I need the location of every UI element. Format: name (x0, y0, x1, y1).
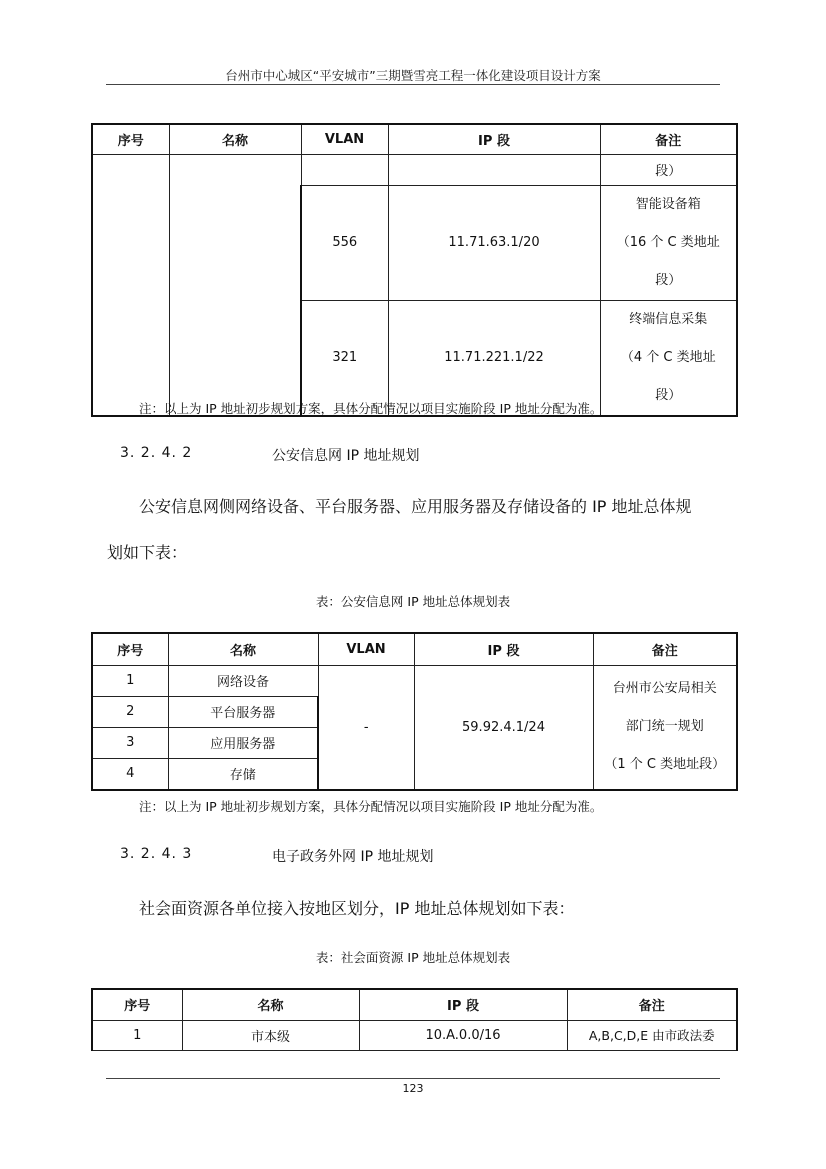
col-header-note: 备注 (593, 633, 737, 665)
table-cell-name: 网络设备 (168, 665, 318, 696)
table-cell-vlan: 556 (301, 185, 388, 300)
table-cell-no: 1 (92, 665, 168, 696)
police-network-ip-table (91, 632, 738, 791)
page-header-title: 台州市中心城区“平安城市”三期暨雪亮工程一体化建设项目设计方案 (225, 68, 601, 83)
col-header-ip: IP 段 (414, 633, 593, 665)
table-cell-no: 2 (92, 696, 168, 727)
table-cell-note: 段） (600, 154, 737, 185)
table-row (92, 1020, 737, 1050)
section-title: 公安信息网 IP 地址规划 (272, 448, 420, 464)
col-header-name: 名称 (182, 989, 359, 1020)
table-cell-name: 市本级 (182, 1020, 359, 1050)
paragraph-line: 公安信息网侧网络设备、平台服务器、应用服务器及存储设备的 IP 地址总体规 (139, 497, 692, 516)
table-footnote: 注：以上为 IP 地址初步规划方案，具体分配情况以项目实施阶段 IP 地址分配为准。 (139, 799, 603, 814)
vlan-ip-table-continued (91, 123, 738, 417)
table-cell-name: 平台服务器 (168, 696, 318, 727)
table-caption: 表：社会面资源 IP 地址总体规划表 (315, 950, 511, 965)
table-cell-name: 存储 (168, 758, 318, 790)
table-footnote: 注：以上为 IP 地址初步规划方案，具体分配情况以项目实施阶段 IP 地址分配为准。 (139, 401, 603, 416)
table-cell-no: 1 (92, 1020, 182, 1050)
social-resources-ip-table (91, 988, 738, 1051)
table-cell-note: 终端信息采集 （4 个 C 类地址 段） (600, 300, 737, 416)
table-cell-note: 智能设备箱 （16 个 C 类地址 段） (600, 185, 737, 300)
col-header-no: 序号 (92, 124, 169, 154)
table-cell-no (92, 154, 169, 416)
col-header-note: 备注 (600, 124, 737, 154)
paragraph-line: 社会面资源各单位接入按地区划分，IP 地址总体规划如下表： (139, 899, 575, 918)
page-number: 123 (402, 1082, 424, 1095)
footer-divider (106, 1078, 720, 1079)
col-header-name: 名称 (168, 633, 318, 665)
table-cell-ip (388, 154, 600, 185)
table-cell-name (169, 154, 301, 416)
col-header-ip: IP 段 (359, 989, 567, 1020)
col-header-no: 序号 (92, 989, 182, 1020)
table-cell-vlan: 321 (301, 300, 388, 416)
col-header-note: 备注 (567, 989, 737, 1020)
col-header-vlan: VLAN (318, 633, 414, 665)
table-cell-no: 4 (92, 758, 168, 790)
paragraph-line: 划如下表： (107, 543, 188, 562)
table-cell-no: 3 (92, 727, 168, 758)
section-number: 3. 2. 4. 2 (120, 445, 193, 461)
table-cell-ip: 11.71.221.1/22 (388, 300, 600, 416)
table-row (92, 665, 737, 696)
col-header-ip: IP 段 (388, 124, 600, 154)
table-cell-name: 应用服务器 (168, 727, 318, 758)
table-cell-note: A,B,C,D,E 由市政法委 (567, 1020, 737, 1050)
table-cell-ip: 10.A.0.0/16 (359, 1020, 567, 1050)
table-caption: 表：公安信息网 IP 地址总体规划表 (315, 594, 511, 609)
table-cell-ip: 11.71.63.1/20 (388, 185, 600, 300)
col-header-vlan: VLAN (301, 124, 388, 154)
table-cell-ip: 59.92.4.1/24 (414, 665, 593, 790)
section-title: 电子政务外网 IP 地址规划 (272, 849, 434, 865)
col-header-name: 名称 (169, 124, 301, 154)
col-header-no: 序号 (92, 633, 168, 665)
table-cell-vlan: - (318, 665, 414, 790)
section-number: 3. 2. 4. 3 (120, 846, 193, 862)
table-cell-vlan (301, 154, 388, 185)
header-divider (106, 84, 720, 85)
table-cell-note: 台州市公安局相关 部门统一规划 （1 个 C 类地址段） (593, 665, 737, 790)
